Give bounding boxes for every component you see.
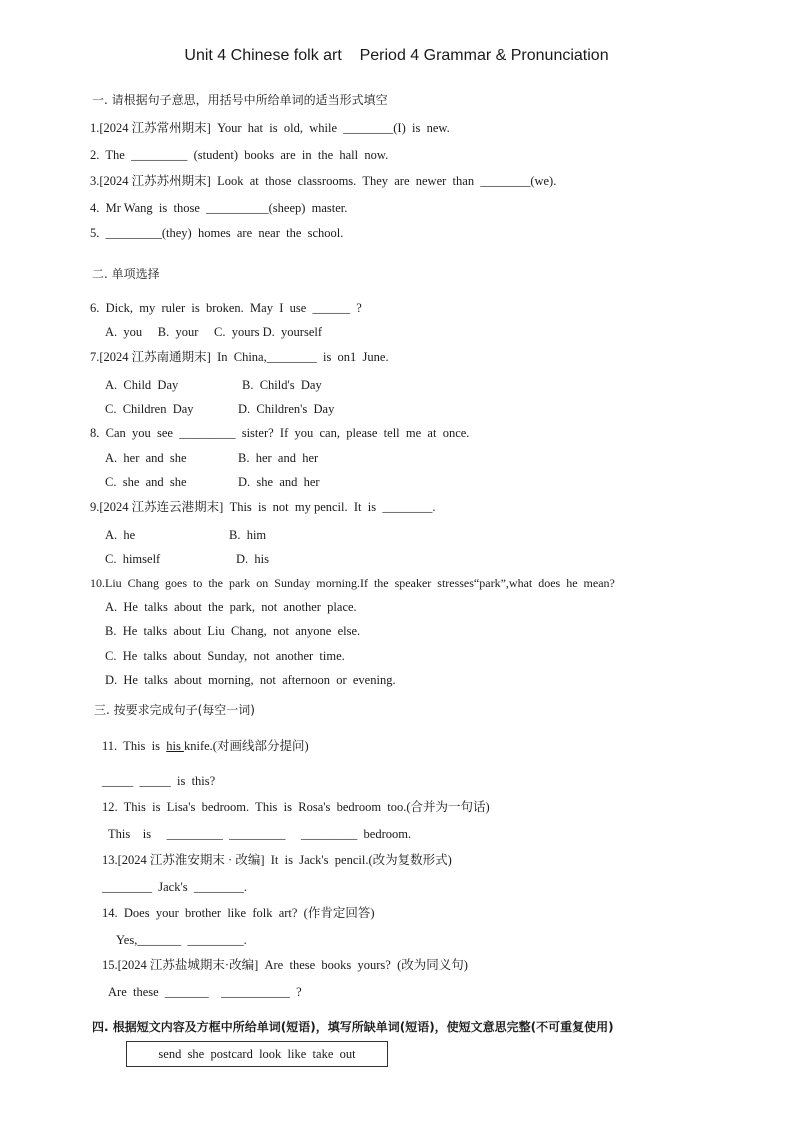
question-8-option-b: B. her and her: [238, 451, 319, 465]
question-9-option-b: B. him: [229, 528, 267, 542]
question-7-option-c: C. Children Day: [105, 402, 194, 416]
question-9-option-d: D. his: [236, 552, 269, 566]
question-11: [102, 738, 309, 754]
section1-item-3: 3.[2024 江苏苏州期末] Look at those classrooms. They are newer than ________(we).: [90, 174, 557, 188]
page-title: Unit 4 Chinese folk art Period 4 Grammar & Pronunciation: [184, 47, 609, 64]
section2-heading: 二. 单项选择: [92, 267, 160, 281]
section1-item-1: 1.[2024 江苏常州期末] Your hat is old, while ________(I) is new.: [90, 121, 450, 135]
question-14: 14. Does your brother like folk art? (作肯定回答): [102, 906, 375, 920]
question-9: 9.[2024 江苏连云港期末] This is not my pencil. It is ________.: [90, 500, 436, 514]
question-15-answer-line: Are these _______ ___________ ?: [108, 985, 302, 999]
question-6: 6. Dick, my ruler is broken. May I use ______ ?: [90, 301, 362, 315]
question-10-option-b: B. He talks about Liu Chang, not anyone else.: [105, 624, 361, 638]
question-11-underlined-word: his: [166, 739, 184, 753]
question-11-prefix: 11. This is: [102, 739, 167, 753]
question-14-answer-line: Yes,_______ _________.: [116, 933, 247, 947]
question-9-option-c: C. himself: [105, 552, 161, 566]
question-7-option-a: A. Child Day: [105, 378, 179, 392]
question-10-option-c: C. He talks about Sunday, not another time.: [105, 649, 345, 663]
question-13-answer-line: ________ Jack's ________.: [102, 880, 247, 894]
section4-heading: 四. 根据短文内容及方框中所给单词(短语)，填写所缺单词(短语)，使短文意思完整(不可重复使用): [92, 1020, 614, 1034]
section1-item-4: 4. Mr Wang is those __________(sheep) master.: [90, 201, 348, 215]
question-8-option-a: A. her and she: [105, 451, 187, 465]
question-8-option-d: D. she and her: [238, 475, 320, 489]
section1-heading: 一. 请根据句子意思，用括号中所给单词的适当形式填空: [92, 93, 388, 107]
section1-item-5: 5. _________(they) homes are near the school.: [90, 226, 344, 240]
question-10-option-a: A. He talks about the park, not another place.: [105, 600, 357, 614]
question-6-options: A. you B. your C. yours D. yourself: [105, 325, 323, 339]
word-box: send she postcard look like take out: [126, 1041, 388, 1067]
section1-item-2: 2. The _________ (student) books are in the hall now.: [90, 148, 389, 162]
question-11-suffix: knife.(对画线部分提问): [183, 739, 309, 753]
section3-heading: 三. 按要求完成句子(每空一词): [94, 703, 255, 717]
question-10-option-d: D. He talks about morning, not afternoon or evening.: [105, 673, 396, 687]
question-13: 13.[2024 江苏淮安期末 · 改编] It is Jack's pencil.(改为复数形式): [102, 853, 452, 867]
question-15: 15.[2024 江苏盐城期末·改编] Are these books yours? (改为同义句): [102, 958, 468, 972]
question-10: 10.Liu Chang goes to the park on Sunday morning.If the speaker stresses“park”,what does he mean?: [90, 576, 615, 590]
question-8: 8. Can you see _________ sister? If you can, please tell me at once.: [90, 426, 470, 440]
question-12-answer-line: This is _________ _________ _________ bedroom.: [108, 827, 412, 841]
question-8-option-c: C. she and she: [105, 475, 187, 489]
question-9-option-a: A. he: [105, 528, 136, 542]
question-12: 12. This is Lisa's bedroom. This is Rosa's bedroom too.(合并为一句话): [102, 800, 490, 814]
question-7-option-b: B. Child's Day: [242, 378, 322, 392]
question-11-answer-line: _____ _____ is this?: [102, 774, 216, 788]
question-7-option-d: D. Children's Day: [238, 402, 335, 416]
question-7: 7.[2024 江苏南通期末] In China,________ is on1 June.: [90, 350, 389, 364]
